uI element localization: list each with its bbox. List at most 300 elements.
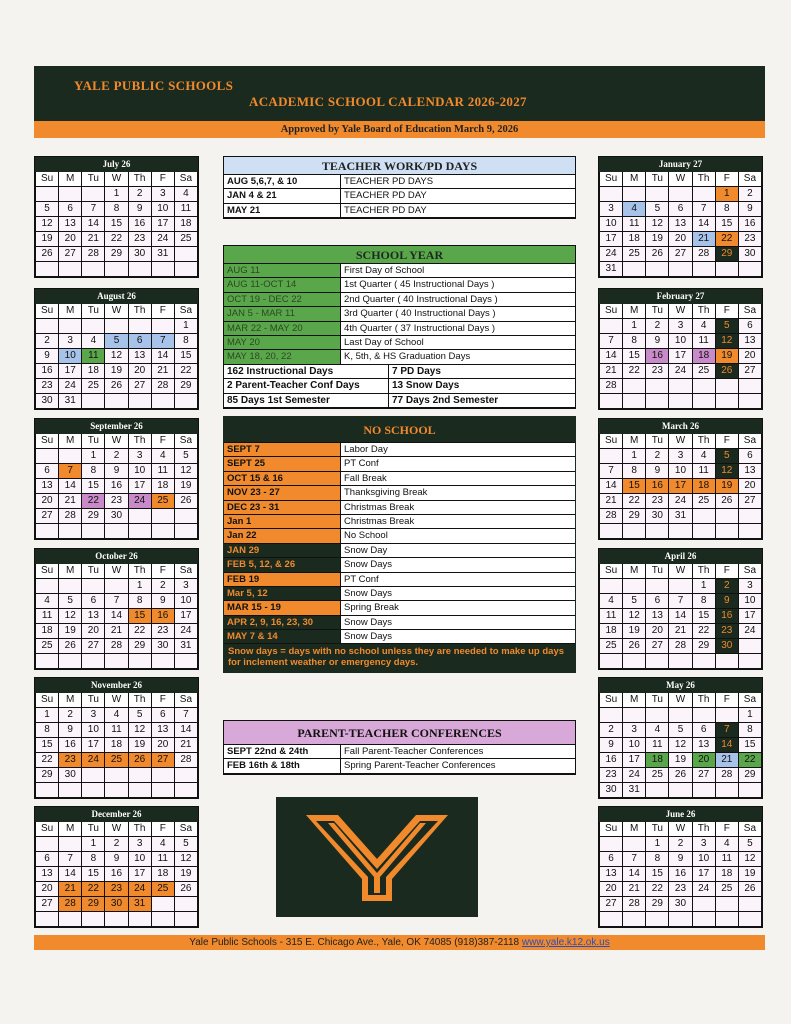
empty-cell — [716, 524, 739, 539]
day-cell: 14 — [105, 609, 128, 624]
empty-cell — [716, 708, 739, 723]
empty-cell — [669, 187, 692, 202]
table-row — [224, 529, 575, 543]
day-cell: 20 — [36, 494, 59, 509]
month-calendar — [34, 806, 199, 928]
day-cell: 28 — [59, 897, 82, 912]
empty-cell — [175, 247, 198, 262]
day-cell: 20 — [739, 479, 762, 494]
row-description: Christmas Break — [344, 515, 415, 527]
weekday-header: Th — [129, 434, 152, 449]
day-cell: 2 — [105, 837, 128, 852]
day-cell: 24 — [600, 247, 623, 262]
weekday-header: Tu — [82, 434, 105, 449]
row-description: 4th Quarter ( 37 Instructional Days ) — [344, 322, 496, 334]
day-cell: 3 — [129, 449, 152, 464]
day-cell: 17 — [600, 232, 623, 247]
month-title: July 26 — [35, 157, 198, 172]
row-description: 2nd Quarter ( 40 Instructional Days ) — [344, 293, 498, 305]
day-cell: 22 — [693, 624, 716, 639]
table-row — [224, 486, 575, 500]
day-cell: 3 — [129, 837, 152, 852]
day-cell: 15 — [739, 738, 762, 753]
weekday-header: W — [669, 822, 692, 837]
row-description: TEACHER PD DAY — [344, 190, 427, 202]
day-cell: 21 — [59, 494, 82, 509]
row-date: Jan 1 — [224, 515, 341, 528]
weekday-header: Sa — [739, 304, 762, 319]
empty-cell — [669, 654, 692, 669]
day-cell: 15 — [105, 217, 128, 232]
day-cell: 18 — [152, 479, 175, 494]
weekday-header: W — [105, 693, 128, 708]
day-cell: 7 — [82, 202, 105, 217]
day-cell: 28 — [59, 509, 82, 524]
day-cell: 20 — [693, 753, 716, 768]
day-cell: 10 — [669, 464, 692, 479]
day-cell: 26 — [59, 639, 82, 654]
table-row — [224, 544, 575, 558]
empty-cell — [739, 654, 762, 669]
day-cell: 2 — [716, 579, 739, 594]
weekday-header: Th — [693, 693, 716, 708]
day-cell: 7 — [623, 852, 646, 867]
empty-cell — [105, 394, 128, 409]
day-cell: 29 — [175, 379, 198, 394]
day-cell: 7 — [59, 852, 82, 867]
day-cell: 22 — [82, 494, 105, 509]
day-cell: 14 — [693, 217, 716, 232]
day-cell: 26 — [175, 882, 198, 897]
day-cell: 17 — [129, 479, 152, 494]
weekday-header: Th — [693, 172, 716, 187]
empty-cell — [82, 579, 105, 594]
day-cell: 14 — [600, 479, 623, 494]
day-cell: 7 — [59, 464, 82, 479]
approval-line: Approved by Yale Board of Education March 9, 2026 — [34, 121, 765, 138]
weekday-header: Th — [693, 822, 716, 837]
day-cell: 19 — [36, 232, 59, 247]
day-cell: 20 — [152, 738, 175, 753]
row-date: DEC 23 - 31 — [224, 501, 341, 514]
day-cell: 27 — [739, 364, 762, 379]
day-cell: 12 — [716, 334, 739, 349]
day-cell: 5 — [59, 594, 82, 609]
empty-cell — [623, 262, 646, 277]
month-calendar — [34, 548, 199, 670]
day-cell: 30 — [669, 897, 692, 912]
weekday-header: M — [59, 564, 82, 579]
empty-cell — [82, 187, 105, 202]
day-cell: 13 — [739, 464, 762, 479]
empty-cell — [739, 783, 762, 798]
empty-cell — [82, 524, 105, 539]
day-cell: 7 — [716, 723, 739, 738]
weekday-header: Su — [600, 172, 623, 187]
day-cell: 23 — [646, 364, 669, 379]
empty-cell — [175, 783, 198, 798]
row-date: MAY 21 — [224, 204, 341, 217]
day-cell: 8 — [716, 202, 739, 217]
day-cell: 25 — [152, 882, 175, 897]
weekday-header: Sa — [175, 564, 198, 579]
day-cell: 31 — [175, 639, 198, 654]
day-cell: 9 — [36, 349, 59, 364]
row-date: MAY 7 & 14 — [224, 630, 341, 643]
day-cell: 8 — [693, 594, 716, 609]
day-cell: 13 — [152, 723, 175, 738]
weekday-header: Th — [129, 822, 152, 837]
empty-cell — [739, 379, 762, 394]
day-cell: 8 — [82, 852, 105, 867]
month-title: September 26 — [35, 419, 198, 434]
empty-cell — [669, 912, 692, 927]
weekday-header: Tu — [646, 434, 669, 449]
day-cell: 20 — [669, 232, 692, 247]
footer-website-link[interactable]: www.yale.k12.ok.us — [521, 937, 610, 948]
day-cell: 19 — [129, 738, 152, 753]
day-cell: 12 — [36, 217, 59, 232]
day-cell: 16 — [646, 349, 669, 364]
day-cell: 22 — [623, 364, 646, 379]
day-cell: 5 — [739, 837, 762, 852]
day-cell: 27 — [669, 247, 692, 262]
empty-cell — [129, 654, 152, 669]
empty-cell — [693, 654, 716, 669]
day-cell: 6 — [739, 319, 762, 334]
day-cell: 21 — [669, 624, 692, 639]
row-description: PT Conf — [344, 573, 379, 585]
day-cell: 31 — [129, 897, 152, 912]
empty-cell — [175, 524, 198, 539]
row-description: PT Conf — [344, 458, 379, 470]
day-cell: 7 — [105, 594, 128, 609]
day-cell: 26 — [716, 364, 739, 379]
day-cell: 14 — [716, 738, 739, 753]
day-cell: 29 — [716, 247, 739, 262]
weekday-header: F — [716, 693, 739, 708]
empty-cell — [600, 449, 623, 464]
day-cell: 29 — [129, 639, 152, 654]
day-cell: 2 — [36, 334, 59, 349]
row-date: MAR 22 - MAY 20 — [224, 322, 341, 335]
empty-cell — [693, 708, 716, 723]
weekday-header: M — [59, 822, 82, 837]
empty-cell — [105, 262, 128, 277]
empty-cell — [129, 319, 152, 334]
empty-cell — [693, 187, 716, 202]
day-cell: 21 — [623, 882, 646, 897]
weekday-header: Sa — [175, 434, 198, 449]
day-cell: 28 — [105, 639, 128, 654]
day-cell: 10 — [152, 202, 175, 217]
day-cell: 28 — [82, 247, 105, 262]
weekday-header: M — [623, 304, 646, 319]
table-row — [224, 204, 575, 218]
day-cell: 6 — [600, 852, 623, 867]
empty-cell — [175, 509, 198, 524]
empty-cell — [600, 708, 623, 723]
day-cell: 4 — [152, 837, 175, 852]
day-cell: 27 — [36, 509, 59, 524]
row-date: JAN 4 & 21 — [224, 189, 341, 202]
day-cell: 25 — [36, 639, 59, 654]
day-cell: 24 — [82, 753, 105, 768]
day-cell: 14 — [669, 609, 692, 624]
day-cell: 15 — [623, 349, 646, 364]
table-row — [224, 630, 575, 644]
empty-cell — [152, 912, 175, 927]
empty-cell — [36, 187, 59, 202]
day-cell: 18 — [693, 349, 716, 364]
day-cell: 10 — [600, 217, 623, 232]
day-cell: 28 — [175, 753, 198, 768]
day-cell: 11 — [152, 852, 175, 867]
weekday-header: W — [669, 434, 692, 449]
empty-cell — [693, 379, 716, 394]
empty-cell — [669, 708, 692, 723]
day-cell: 29 — [36, 768, 59, 783]
empty-cell — [105, 524, 128, 539]
day-cell: 8 — [623, 334, 646, 349]
day-cell: 21 — [175, 738, 198, 753]
day-cell: 1 — [175, 319, 198, 334]
day-cell: 30 — [600, 783, 623, 798]
row-description: Snow Days — [344, 631, 393, 643]
empty-cell — [82, 783, 105, 798]
day-cell: 17 — [82, 738, 105, 753]
day-cell: 26 — [739, 882, 762, 897]
row-date: Mar 5, 12 — [224, 587, 341, 600]
day-cell: 11 — [105, 723, 128, 738]
day-cell: 21 — [152, 364, 175, 379]
day-cell: 16 — [739, 217, 762, 232]
day-cell: 3 — [669, 449, 692, 464]
row-description: Snow Days — [344, 616, 393, 628]
weekday-header: F — [716, 434, 739, 449]
weekday-header: Tu — [82, 822, 105, 837]
weekday-header: Sa — [739, 172, 762, 187]
day-cell: 19 — [175, 867, 198, 882]
day-cell: 19 — [623, 624, 646, 639]
day-cell: 14 — [59, 479, 82, 494]
weekday-header: Su — [36, 822, 59, 837]
day-cell: 26 — [646, 247, 669, 262]
weekday-header: F — [152, 304, 175, 319]
day-cell: 28 — [693, 247, 716, 262]
day-cell: 25 — [623, 247, 646, 262]
day-cell: 11 — [82, 349, 105, 364]
empty-cell — [152, 783, 175, 798]
weekday-header: W — [669, 304, 692, 319]
day-cell: 21 — [59, 882, 82, 897]
day-cell: 10 — [82, 723, 105, 738]
day-cell: 7 — [175, 708, 198, 723]
table-row — [224, 558, 575, 572]
day-cell: 17 — [152, 217, 175, 232]
empty-cell — [175, 394, 198, 409]
day-cell: 25 — [646, 768, 669, 783]
day-cell: 6 — [59, 202, 82, 217]
weekday-header: M — [623, 822, 646, 837]
table-row — [224, 278, 575, 292]
table-row — [224, 573, 575, 587]
day-cell: 3 — [175, 579, 198, 594]
day-cell: 9 — [646, 334, 669, 349]
empty-cell — [105, 654, 128, 669]
footer — [34, 935, 765, 950]
empty-cell — [693, 509, 716, 524]
day-cell: 27 — [129, 379, 152, 394]
table-row — [224, 264, 575, 278]
empty-cell — [669, 524, 692, 539]
empty-cell — [623, 187, 646, 202]
ptc-title: PARENT-TEACHER CONFERENCES — [224, 721, 575, 745]
weekday-header: M — [59, 434, 82, 449]
empty-cell — [739, 912, 762, 927]
table-row — [224, 472, 575, 486]
empty-cell — [646, 394, 669, 409]
day-cell: 3 — [600, 202, 623, 217]
empty-cell — [646, 187, 669, 202]
month-title: December 26 — [35, 807, 198, 822]
empty-cell — [600, 912, 623, 927]
table-row — [224, 745, 575, 759]
day-cell: 30 — [36, 394, 59, 409]
table-row — [224, 293, 575, 307]
month-calendar — [34, 677, 199, 799]
day-cell: 15 — [129, 609, 152, 624]
empty-cell — [105, 783, 128, 798]
day-cell: 1 — [716, 187, 739, 202]
row-description: TEACHER PD DAYS — [344, 176, 434, 187]
row-description: Last Day of School — [344, 336, 424, 348]
weekday-header: Su — [36, 304, 59, 319]
day-cell: 4 — [82, 334, 105, 349]
day-cell: 14 — [623, 867, 646, 882]
day-cell: 1 — [82, 449, 105, 464]
day-cell: 25 — [600, 639, 623, 654]
table-row — [224, 336, 575, 350]
day-cell: 8 — [105, 202, 128, 217]
day-cell: 13 — [36, 867, 59, 882]
day-cell: 24 — [623, 768, 646, 783]
totals-cell: 85 Days 1st Semester — [224, 394, 389, 407]
empty-cell — [59, 262, 82, 277]
table-row — [224, 616, 575, 630]
day-cell: 18 — [152, 867, 175, 882]
day-cell: 12 — [669, 738, 692, 753]
empty-cell — [59, 187, 82, 202]
empty-cell — [623, 524, 646, 539]
day-cell: 12 — [175, 852, 198, 867]
table-row — [224, 759, 575, 773]
calendar-title: ACADEMIC SCHOOL CALENDAR 2026-2027 — [249, 94, 527, 109]
day-cell: 11 — [600, 609, 623, 624]
table-row — [224, 587, 575, 601]
day-cell: 9 — [105, 852, 128, 867]
row-description: Christmas Break — [344, 501, 415, 513]
header-banner — [34, 66, 765, 121]
weekday-header: Tu — [82, 172, 105, 187]
day-cell: 28 — [623, 897, 646, 912]
day-cell: 24 — [739, 624, 762, 639]
empty-cell — [716, 509, 739, 524]
totals-row — [224, 379, 575, 393]
day-cell: 3 — [82, 708, 105, 723]
day-cell: 23 — [105, 494, 128, 509]
weekday-header: Su — [36, 564, 59, 579]
day-cell: 27 — [82, 639, 105, 654]
empty-cell — [646, 708, 669, 723]
day-cell: 17 — [129, 867, 152, 882]
weekday-header: M — [623, 172, 646, 187]
day-cell: 12 — [623, 609, 646, 624]
table-row — [224, 501, 575, 515]
row-date: JAN 29 — [224, 544, 341, 557]
weekday-header: Tu — [646, 304, 669, 319]
empty-cell — [36, 319, 59, 334]
weekday-header: F — [152, 172, 175, 187]
row-date: MAY 20 — [224, 336, 341, 349]
totals-cell: 7 PD Days — [392, 365, 441, 377]
row-date: OCT 19 - DEC 22 — [224, 293, 341, 306]
empty-cell — [105, 579, 128, 594]
weekday-header: Sa — [175, 304, 198, 319]
day-cell: 14 — [59, 867, 82, 882]
empty-cell — [739, 897, 762, 912]
day-cell: 16 — [59, 738, 82, 753]
day-cell: 3 — [59, 334, 82, 349]
day-cell: 31 — [600, 262, 623, 277]
day-cell: 11 — [693, 464, 716, 479]
day-cell: 31 — [152, 247, 175, 262]
day-cell: 27 — [600, 897, 623, 912]
empty-cell — [152, 654, 175, 669]
day-cell: 11 — [175, 202, 198, 217]
day-cell: 13 — [129, 349, 152, 364]
day-cell: 21 — [82, 232, 105, 247]
empty-cell — [716, 654, 739, 669]
day-cell: 17 — [693, 867, 716, 882]
day-cell: 21 — [600, 494, 623, 509]
empty-cell — [669, 783, 692, 798]
row-description: Snow Days — [344, 587, 393, 599]
weekday-header: Tu — [646, 564, 669, 579]
day-cell: 18 — [716, 867, 739, 882]
day-cell: 15 — [623, 479, 646, 494]
empty-cell — [716, 912, 739, 927]
day-cell: 20 — [646, 624, 669, 639]
empty-cell — [623, 394, 646, 409]
day-cell: 25 — [693, 364, 716, 379]
month-title: October 26 — [35, 549, 198, 564]
day-cell: 16 — [716, 609, 739, 624]
day-cell: 30 — [59, 768, 82, 783]
row-date: SEPT 25 — [224, 457, 341, 470]
empty-cell — [623, 579, 646, 594]
day-cell: 14 — [152, 349, 175, 364]
empty-cell — [600, 394, 623, 409]
day-cell: 6 — [669, 202, 692, 217]
day-cell: 5 — [105, 334, 128, 349]
month-calendar — [598, 806, 763, 928]
month-title: August 26 — [35, 289, 198, 304]
day-cell: 8 — [129, 594, 152, 609]
day-cell: 17 — [175, 609, 198, 624]
weekday-header: F — [716, 172, 739, 187]
day-cell: 29 — [646, 897, 669, 912]
